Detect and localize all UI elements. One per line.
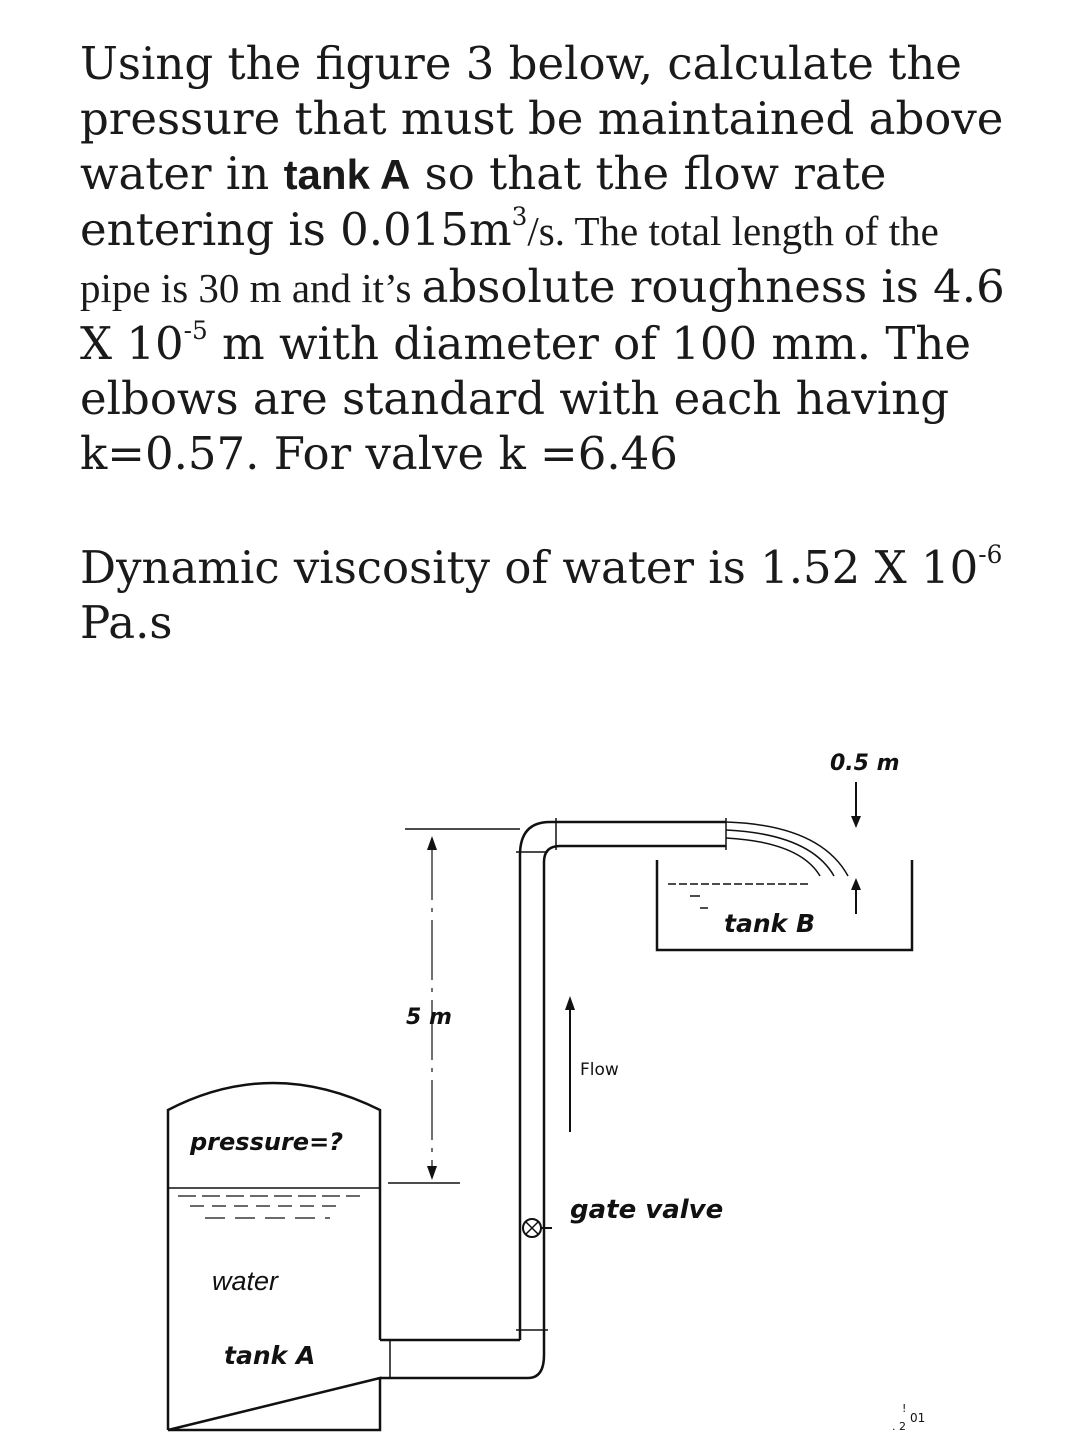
pipe-vertical-right <box>528 846 726 1378</box>
pressure-label: pressure=? <box>190 1128 344 1156</box>
flow-label: Flow <box>580 1060 619 1080</box>
problem-line-3: water in tank A so that the flow rate <box>80 147 887 200</box>
tank-a-reference: tank A <box>283 151 411 198</box>
problem-line-6: X $10^{-5}$ m with diameter of 100 mm. The <box>80 316 971 370</box>
water-jet <box>726 822 848 876</box>
viscosity-line-2: Pa.s <box>80 596 173 649</box>
problem-line-8: k=0.57. For valve k =6.46 <box>80 427 678 480</box>
corner-mark-top: ! <box>902 1402 907 1415</box>
pipe-system-figure <box>0 700 1080 1437</box>
corner-mark-right: 01 <box>910 1411 926 1425</box>
height-label: 5 m <box>406 1005 452 1030</box>
problem-line-1: Using the figure 3 below, calculate the <box>80 37 962 90</box>
water-label: water <box>212 1266 279 1296</box>
problem-line-7: elbows are standard with each having <box>80 372 949 425</box>
problem-line-5: pipe is 30 m and it’s absolute roughness is 4.6 <box>80 260 1005 313</box>
gap-label: 0.5 m <box>830 751 900 776</box>
problem-statement <box>80 36 1040 481</box>
viscosity-statement <box>80 540 1002 650</box>
problem-line-4: entering is $0.015m^3/s$. The total length of the <box>80 202 939 256</box>
tank-a-label: tank A <box>224 1341 316 1370</box>
viscosity-line-1: Dynamic viscosity of water is 1.52 X $10^{-6}$ <box>80 540 1003 594</box>
tank-b-label: tank B <box>724 909 816 938</box>
problem-line-2: pressure that must be maintained above <box>80 92 1004 145</box>
pipe-vertical-left <box>520 822 726 1340</box>
valve-label: gate valve <box>570 1195 724 1225</box>
corner-mark-bottom: . 2 <box>892 1420 906 1433</box>
